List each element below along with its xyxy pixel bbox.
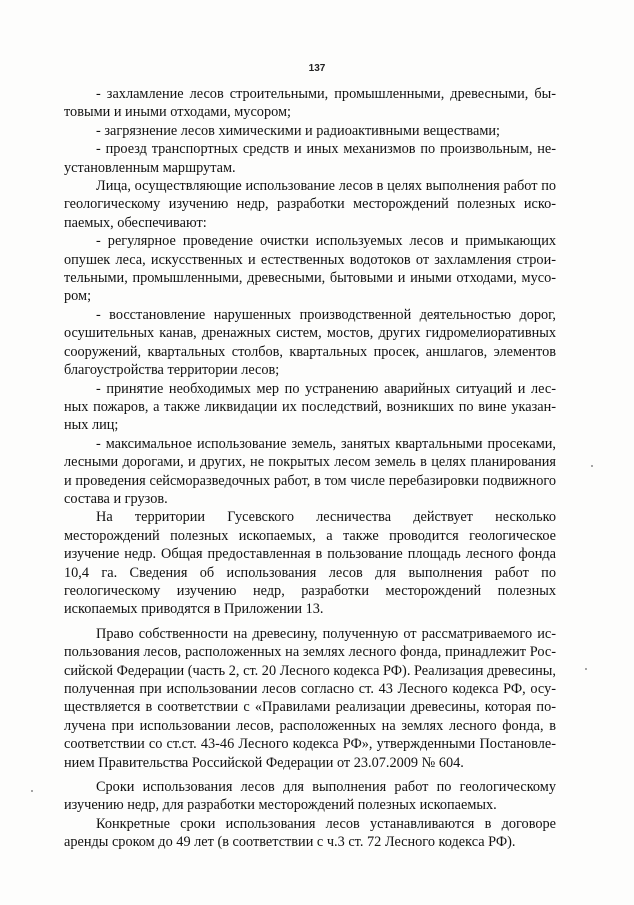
paragraph-bullet-pollution: - загрязнение лесов химическими и радиоактивными веществами;	[96, 122, 501, 139]
scan-speck	[591, 465, 593, 467]
paragraph-bullet-vehicles: - проезд транспортных средств и иных механизмов по произвольным, неустановленным маршрутам.	[64, 141, 556, 176]
document-body	[64, 85, 556, 852]
paragraph-bullet-cleaning: - регулярное проведение очистки используемых лесов и примыкающих опушек леса, искусственных и естественных водотоков от захламления строительными, промышленными, древесными, бытовыми и иными отходами, мусором;	[64, 233, 556, 305]
scan-speck	[31, 790, 33, 792]
page-number: 137	[308, 63, 326, 74]
paragraph-lease-term: Конкретные сроки использования лесов устанавливаются в договоре аренды сроком до 49 лет (в соответствии с ч.3 ст. 72 Лесного кодекса РФ).	[64, 815, 556, 851]
paragraph-bullet-land-use: - максимальное использование земель, занятых квартальными просеками, лесными дорогами, и других, не покрытых лесом земель в целях планирования и проведения сейсморазведочных работ, в том числе перебазировки подвижного состава и грузов.	[64, 435, 556, 507]
paragraph-bullet-littering: - захламление лесов строительными, промышленными, древесными, бытовыми и иными отходами, мусором;	[64, 86, 556, 121]
paragraph-bullet-restoration: - восстановление нарушенных производственной деятельностью дорог, осушительных канав, дренажных систем, мостов, других гидромелиоративных сооружений, квартальных столбов, квартальных просек, аншлагов, элементов благоустройства территории лесов;	[64, 306, 556, 379]
paragraph-gusev-deposits: На территории Гусевского лесничества действует несколько месторождений полезных ископаемых, а также проводится геологическое изучение недр. Общая предоставленная в пользование площадь лесного фонда 10,4 га. Сведения об использования лесов для выполнения работ по геологическому изучению недр, разработки месторождений полезных ископаемых приводятся в Приложении 13.	[64, 509, 556, 618]
paragraph-usage-terms-heading: Сроки использования лесов для выполнения работ по геологическому изучению недр, для разработки месторождений полезных ископаемых.	[64, 779, 556, 814]
paragraph-bullet-emergencies: - принятие необходимых мер по устранению аварийных ситуаций и лесных пожаров, а также ликвидации их последствий, возникших по вине указанных лиц;	[64, 380, 556, 434]
scan-speck	[585, 668, 587, 670]
paragraph-obligations-intro: Лица, осуществляющие использование лесов в целях выполнения работ по геологическому изучению недр, разработки месторождений полезных ископаемых, обеспечивают:	[64, 178, 556, 231]
paragraph-timber-ownership: Право собственности на древесину, полученную от рассматриваемого использования лесов, расположенных на землях лесного фонда, принадлежит Российской Федерации (часть 2, ст. 20 Лесного кодекса РФ). Реализация древесины, полученная при использовании лесов согласно ст. 43 Лесного кодекса РФ, осуществляется в соответствии с «Правилами реализации древесины, которая получена при использовании лесов, расположенных на землях лесного фонда, в соответствии со ст.ст. 43-46 Лесного кодекса РФ», утвержденными Постановлением Правительства Российской Федерации от 23.07.2009 № 604.	[64, 625, 556, 771]
